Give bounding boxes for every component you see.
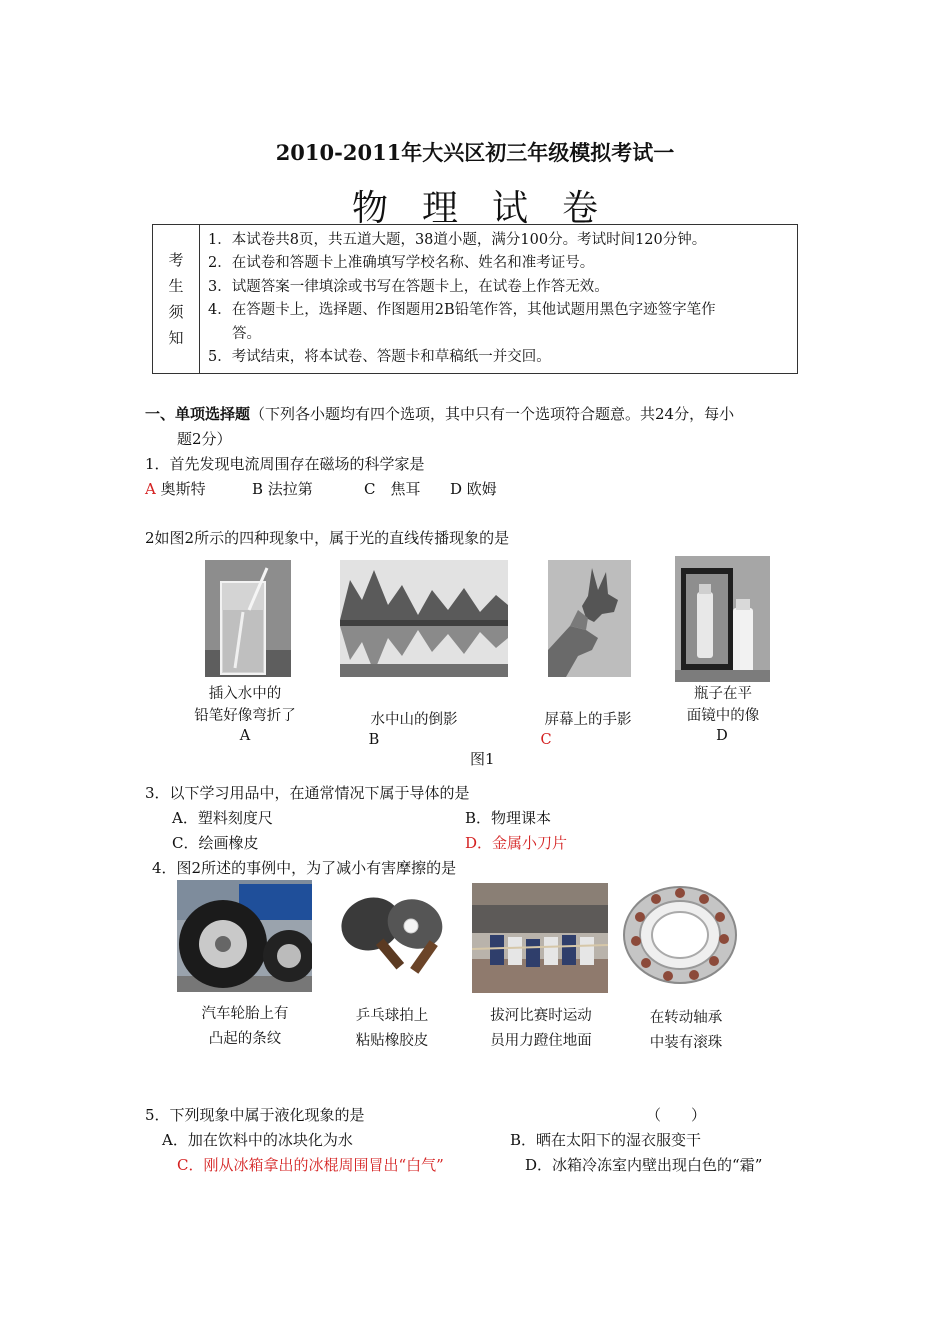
notice-item: 3．试题答案一律填涂或书写在答题卡上，在试卷上作答无效。 <box>208 278 609 295</box>
q2-caption-a-line2: 铅笔好像弯折了 <box>194 708 296 724</box>
notice-label: 考 生 须 知 <box>153 225 200 374</box>
subject-title: 物理试卷 <box>351 188 632 229</box>
q4-caption-b-line1: 乒乓球拍上 <box>355 1008 429 1024</box>
notice-item: 2．在试卷和答题卡上准确填写学校名称、姓名和准考证号。 <box>208 255 595 271</box>
q5-option-c: C．刚从冰箱拿出的冰棍周围冒出“白气” <box>177 1156 444 1174</box>
q5-stem: 5．下列现象中属于液化现象的是 <box>145 1106 365 1124</box>
q3-stem: 3．以下学习用品中，在通常情况下属于导体的是 <box>145 784 470 802</box>
q1-stem: 1．首先发现电流周围存在磁场的科学家是 <box>145 455 425 473</box>
q2-caption-a-line1: 插入水中的 <box>208 686 282 702</box>
pencil-in-water-image <box>205 560 291 677</box>
q4-caption-d-line2: 中装有滚珠 <box>649 1035 723 1051</box>
q2-caption-c: 屏幕上的手影 <box>544 712 632 728</box>
tractor-tire-image <box>177 880 312 992</box>
notice-items <box>200 225 798 374</box>
q4-caption-a-line2: 凸起的条纹 <box>208 1031 282 1047</box>
q3-option-a: A．塑料刻度尺 <box>172 809 273 827</box>
notice-item: 4．在答题卡上，选择题、作图题用2B铅笔作答，其他试题用黑色字迹签字笔作 <box>208 302 716 318</box>
q1-option-d: D 欧姆 <box>450 480 497 498</box>
q3-option-d: D．金属小刀片 <box>465 834 568 852</box>
q2-caption-b: 水中山的倒影 <box>370 712 458 728</box>
q5-option-d: D．冰箱冷冻室内壁出现白色的“霜” <box>525 1156 763 1174</box>
q5-answer-bracket: （ ） <box>646 1106 707 1124</box>
section-instruction-cont: 题2分） <box>177 430 232 448</box>
ping-pong-paddles-image <box>323 880 461 992</box>
section-heading: 一、单项选择题（下列各小题均有四个选项，其中只有一个选项符合题意。共24分，每小 <box>145 405 735 423</box>
q4-caption-b-line2: 粘贴橡胶皮 <box>355 1033 429 1049</box>
q4-caption-d-line1: 在转动轴承 <box>649 1010 723 1026</box>
mountain-reflection-image <box>340 560 508 677</box>
candidate-notice-box <box>152 224 798 374</box>
q4-stem: 4．图2所述的事例中，为了减小有害摩擦的是 <box>152 859 457 877</box>
q3-option-b: B．物理课本 <box>465 809 552 827</box>
exam-title: 2010-2011年大兴区初三年级模拟考试一 <box>275 140 675 165</box>
notice-item: 5．考试结束，将本试卷、答题卡和草稿纸一并交回。 <box>208 349 551 365</box>
q2-stem: 2如图2所示的四种现象中，属于光的直线传播现象的是 <box>145 529 510 547</box>
q2-letter-c: C <box>540 732 552 748</box>
hand-shadow-image <box>548 560 631 677</box>
ball-bearing-image <box>616 881 740 991</box>
q2-caption-d-line2: 面镜中的像 <box>686 708 760 724</box>
q1-option-c: C 焦耳 <box>364 480 421 498</box>
tug-of-war-image <box>472 883 608 993</box>
notice-item-continued: 答。 <box>232 325 261 342</box>
q1-option-a: A 奥斯特 <box>145 480 206 498</box>
q2-caption-d-line1: 瓶子在平 <box>694 686 752 702</box>
notice-item: 1．本试卷共8页，共五道大题，38道小题，满分100分。考试时间120分钟。 <box>208 231 707 248</box>
q4-caption-a-line1: 汽车轮胎上有 <box>201 1006 289 1022</box>
mirror-bottle-image <box>675 556 770 682</box>
q2-letter-a: A <box>239 728 251 744</box>
q5-option-a: A．加在饮料中的冰块化为水 <box>162 1131 353 1149</box>
q1-option-b: B 法拉第 <box>252 480 313 498</box>
q2-letter-b: B <box>368 732 380 748</box>
q2-figure-label: 图1 <box>470 750 495 768</box>
q2-letter-d: D <box>716 728 728 744</box>
q5-option-b: B．晒在太阳下的湿衣服变干 <box>510 1131 702 1149</box>
q4-caption-c-line1: 拔河比赛时运动 <box>490 1008 592 1024</box>
q3-option-c: C．绘画橡皮 <box>172 834 259 852</box>
q4-caption-c-line2: 员用力蹬住地面 <box>490 1033 592 1049</box>
